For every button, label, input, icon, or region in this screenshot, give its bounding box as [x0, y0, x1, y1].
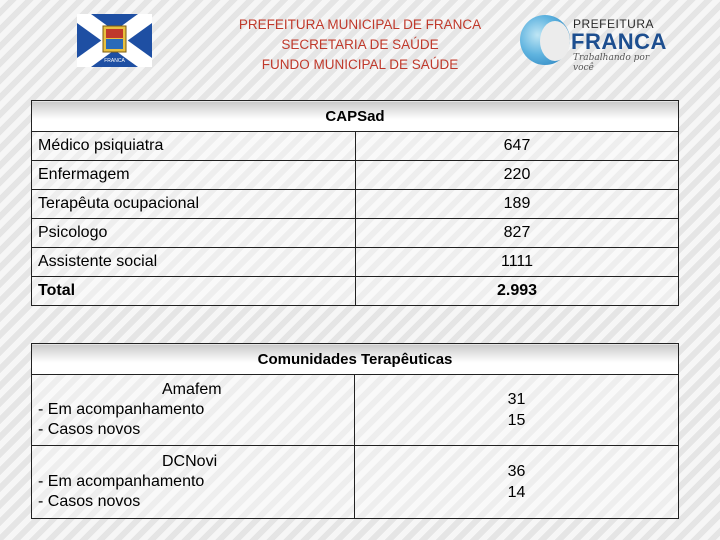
table-row — [32, 375, 679, 446]
entry-line-casos-novos: - Casos novos — [38, 421, 141, 438]
total-row — [32, 277, 679, 306]
entry-value-acompanhamento: 31 — [507, 391, 526, 408]
entry-value-casos-novos: 14 — [507, 484, 526, 501]
table-row — [32, 161, 679, 190]
row-value: 827 — [356, 219, 679, 248]
header-line-1: PREFEITURA MUNICIPAL DE FRANCA — [238, 17, 482, 32]
page-header — [200, 15, 520, 75]
comunidades-title: Comunidades Terapêuticas — [32, 344, 679, 375]
prefeitura-franca-logo — [517, 14, 667, 73]
franca-flag-logo — [77, 14, 152, 67]
entry-value-acompanhamento: 36 — [507, 463, 526, 480]
flag-emblem-icon — [77, 14, 152, 67]
row-value: 189 — [356, 190, 679, 219]
logo-tagline: Trabalhando por você — [573, 53, 650, 73]
row-label: Enfermagem — [32, 161, 356, 190]
row-value: 220 — [356, 161, 679, 190]
capsad-table — [31, 100, 679, 306]
row-label: Assistente social — [32, 248, 356, 277]
row-value: 647 — [356, 132, 679, 161]
entry-name: DCNovi — [162, 453, 218, 470]
capsad-title: CAPSad — [32, 101, 679, 132]
logo-swirl-icon — [520, 15, 570, 65]
entry-line-casos-novos: - Casos novos — [38, 493, 141, 510]
flag-label: FRANCA — [104, 58, 125, 64]
entry-name: Amafem — [162, 381, 222, 398]
table-row — [32, 248, 679, 277]
row-value: 1111 — [356, 248, 679, 277]
row-label: Médico psiquiatra — [32, 132, 356, 161]
logo-line-1: PREFEITURA — [573, 17, 655, 31]
row-label: Terapêuta ocupacional — [32, 190, 356, 219]
table-row — [32, 190, 679, 219]
row-label: Psicologo — [32, 219, 356, 248]
header-line-3: FUNDO MUNICIPAL DE SAÚDE — [261, 57, 459, 72]
table-row — [32, 132, 679, 161]
table-row — [32, 446, 679, 519]
total-value: 2.993 — [356, 277, 679, 306]
entry-values — [355, 446, 679, 519]
entry-line-acompanhamento: - Em acompanhamento — [38, 473, 205, 490]
table-row — [32, 219, 679, 248]
entry-description — [32, 375, 355, 446]
comunidades-terapeuticas-table — [31, 343, 679, 519]
header-line-2: SECRETARIA DE SAÚDE — [281, 37, 439, 52]
entry-value-casos-novos: 15 — [507, 412, 526, 429]
entry-line-acompanhamento: - Em acompanhamento — [38, 401, 205, 418]
total-label: Total — [32, 277, 356, 306]
logo-line-2: FRANCA — [571, 29, 667, 54]
entry-description — [32, 446, 355, 519]
entry-values — [355, 375, 679, 446]
